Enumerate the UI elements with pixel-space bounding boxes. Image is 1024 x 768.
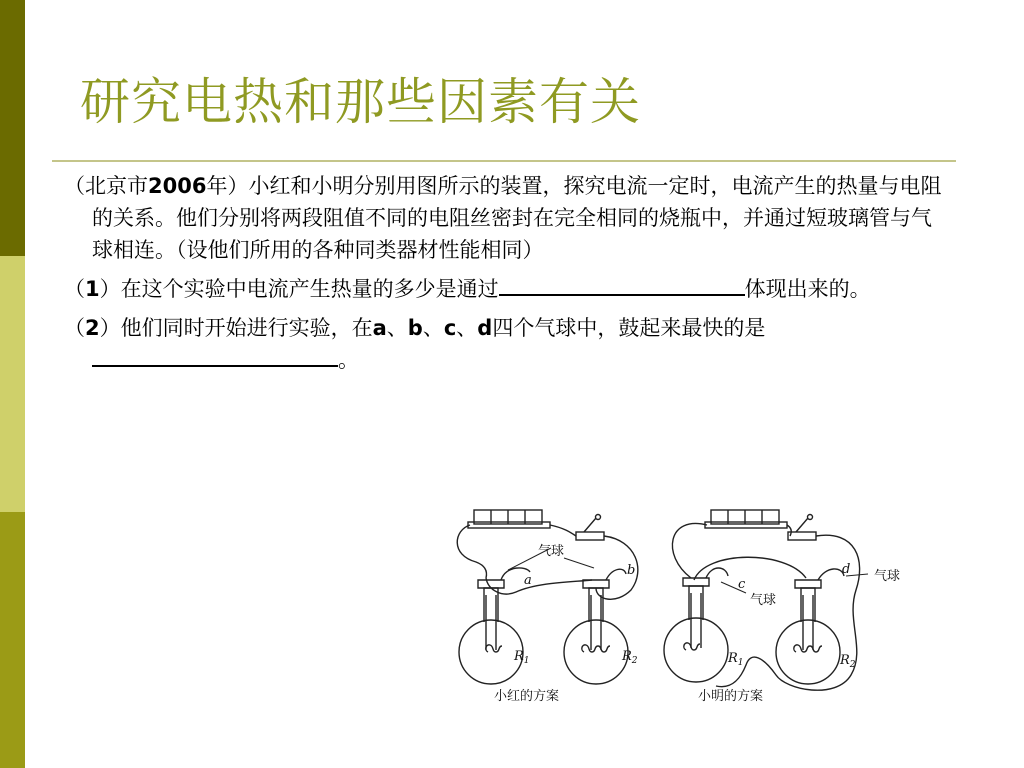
slide-title: 研究电热和那些因素有关 [80,73,641,131]
question-body [52,170,952,383]
left-balloon-label: 气球 [538,544,565,559]
intro-open: （北京市 [64,174,148,198]
q1-number: 1 [85,277,100,301]
q2-d: d [477,316,493,340]
question-intro [52,170,952,266]
q2-a: a [372,316,387,340]
resistor-coil [486,645,502,652]
side-bar-segment-light [0,256,25,512]
intro-year: 2006 [148,174,207,198]
label-d: d [842,562,851,577]
balloon-b-tube [606,569,626,580]
label-r1-right: $R_1$ [728,651,744,668]
switch-icon [788,515,816,541]
label-r2-right: $R_2$ [840,653,856,670]
right-caption: 小明的方案 [698,689,764,704]
title-divider [52,160,956,162]
q2-c: c [443,316,457,340]
switch-icon [576,515,604,541]
label-c: c [738,577,746,592]
decorative-side-bar [0,0,25,768]
battery-base [468,522,550,528]
left-setup [457,510,638,684]
q2-text-b: 四个气球中，鼓起来最快的是 [492,316,766,340]
flask-r1 [459,580,523,684]
q1-open: （ [64,277,85,301]
q2-number: 2 [85,316,100,340]
flask-r2-right [776,580,840,684]
q2-sep: 、 [456,316,478,340]
intro-text: 年）小红和小明分别用图所示的装置，探究电流一定时，电流产生的热量与电阻的关系。他们分别将两段阻值不同的电阻丝密封在完全相同的烧瓶中，并通过短玻璃管与气球相连。（设他们所用的各种同类器材性能相同） [92,174,942,262]
label-a: a [524,573,532,588]
question-2 [52,312,952,376]
q1-answer-blank[interactable] [499,276,745,296]
experiment-diagram [446,500,916,715]
experiment-figure [446,500,916,715]
q2-b: b [407,316,423,340]
right-balloon-label-d: 气球 [874,569,901,584]
question-1 [52,273,952,305]
q1-text: ）在这个实验中电流产生热量的多少是通过 [99,277,499,301]
balloon-c-tube [706,568,728,578]
side-bar-segment-mid [0,512,25,768]
flask-r2 [564,580,628,684]
q2-sep: 、 [386,316,408,340]
q2-open: （ [64,316,85,340]
q2-tail: 。 [338,348,359,372]
side-bar-segment-dark [0,0,25,256]
balloon-d-tube [818,569,844,580]
flask-r1-right [664,578,728,682]
label-r2-left: $R_2$ [622,649,638,666]
q2-answer-blank[interactable] [92,347,338,367]
label-r1-left: $R_1$ [514,649,530,666]
battery-base [705,522,787,528]
left-caption: 小红的方案 [494,689,560,704]
q2-sep: 、 [422,316,444,340]
q1-tail: 体现出来的。 [744,277,871,301]
label-b: b [627,563,636,578]
right-balloon-label-c: 气球 [750,593,777,608]
q2-text-a: ）他们同时开始进行实验，在 [99,316,373,340]
